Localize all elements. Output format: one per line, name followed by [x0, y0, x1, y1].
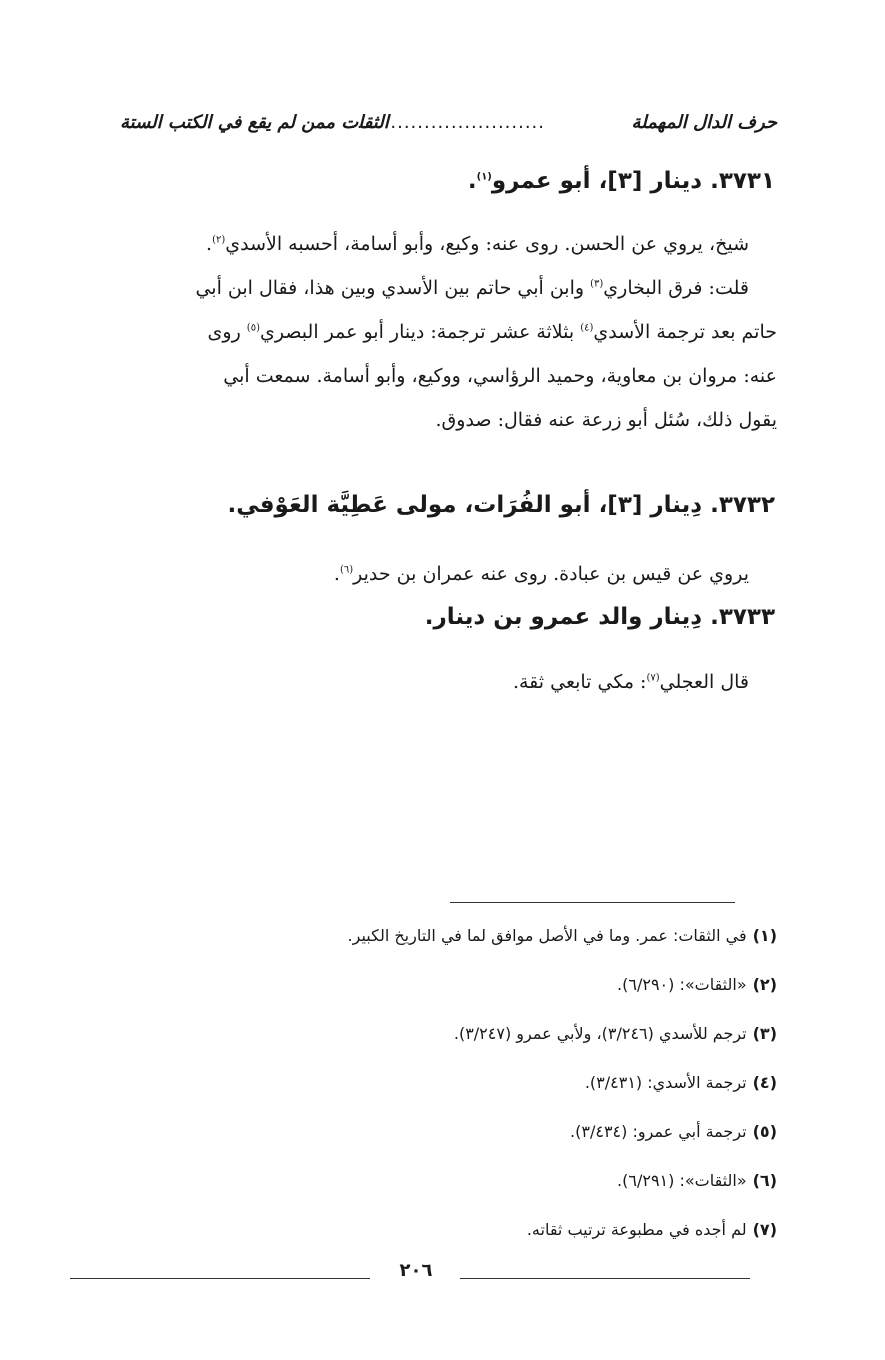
entry-heading-text: ٣٧٣١. دينار [٣]، أبو عمرو: [491, 168, 775, 194]
footnotes: [120, 918, 777, 1261]
body-line: [104, 398, 777, 442]
footnote-number: (٤): [752, 1073, 777, 1092]
entry-heading-end: .: [467, 168, 477, 194]
footnote-1: [120, 918, 777, 967]
line-text: يروي عن قيس بن عبادة. روى عنه عمران بن حدير: [353, 563, 749, 585]
entry-heading-end: .: [227, 492, 237, 518]
footer-rule: [460, 1278, 750, 1279]
header-leader-dots: ..............................: [343, 112, 545, 133]
footnote-5: [120, 1114, 777, 1163]
line-text: شيخ، يروي عن الحسن. روى عنه: وكيع، وأبو أسامة، أحسبه الأسدي: [225, 233, 749, 255]
running-header: [120, 112, 777, 146]
footnote-number: (٥): [752, 1122, 777, 1141]
body-line: [104, 310, 777, 354]
entry-heading-3732: [227, 492, 775, 518]
entry-heading-text: ٣٧٣٣. دِينار والد عمرو بن دينار: [433, 604, 775, 630]
entry-heading-text: ٣٧٣٢. دِينار [٣]، أبو الفُرَات، مولى عَطِيَّة العَوْفي: [236, 492, 775, 518]
footnote-number: (١): [752, 926, 777, 945]
footnote-number: (٧): [752, 1220, 777, 1239]
footnote-ref: (٤): [580, 322, 594, 334]
entry-body-3731: [104, 222, 777, 442]
footer-rule: [70, 1278, 370, 1279]
footnote-text: في الثقات: عمر. وما في الأصل موافق لما في التاريخ الكبير.: [347, 926, 747, 945]
page-number: ٢٠٦: [399, 1260, 433, 1281]
line-text-end: وابن أبي حاتم بين الأسدي وبين هذا، فقال ابن أبي: [195, 277, 591, 299]
footnote-number: (٢): [752, 975, 777, 994]
footnote-ref: (٧): [646, 672, 660, 684]
footnote-7: [120, 1212, 777, 1261]
entry-body-3732: [104, 552, 777, 596]
footnote-text: «الثقات»: (٦/٢٩١).: [617, 1171, 747, 1190]
page-footer: [70, 1258, 750, 1298]
line-text-end: : مكي تابعي ثقة.: [512, 671, 647, 693]
entry-heading-3733: [425, 604, 775, 630]
body-line: [104, 354, 777, 398]
line-text-end: روى: [207, 321, 247, 343]
footnote-number: (٣): [752, 1024, 777, 1043]
footnote-text: «الثقات»: (٦/٢٩٠).: [617, 975, 747, 994]
body-line: [104, 552, 777, 596]
header-book-title: الثقات ممن لم يقع في الكتب الستة: [120, 112, 389, 133]
footnote-ref: (٥): [246, 322, 260, 334]
footnote-3: [120, 1016, 777, 1065]
footnote-ref: (٢): [212, 234, 226, 246]
body-line: [104, 222, 777, 266]
footnote-ref: (١): [476, 171, 492, 183]
footnote-2: [120, 967, 777, 1016]
footnote-text: ترجمة الأسدي: (٣/٤٣١).: [584, 1073, 747, 1092]
body-line: [104, 266, 777, 310]
footnote-text: ترجم للأسدي (٣/٢٤٦)، ولأبي عمرو (٣/٢٤٧).: [453, 1024, 747, 1043]
footnote-number: (٦): [752, 1171, 777, 1190]
entry-heading-end: .: [424, 604, 434, 630]
line-text: يقول ذلك، سُئل أبو زرعة عنه فقال: صدوق.: [435, 409, 777, 431]
footnote-6: [120, 1163, 777, 1212]
line-text-mid: بثلاثة عشر ترجمة: دينار أبو عمر البصري: [259, 321, 581, 343]
footnote-text: ترجمة أبي عمرو: (٣/٤٣٤).: [570, 1122, 747, 1141]
line-text: قلت: فرق البخاري: [603, 277, 749, 299]
body-line: [104, 660, 777, 704]
footnote-ref: (٣): [590, 278, 604, 290]
footnote-separator: [450, 902, 735, 903]
line-text: عنه: مروان بن معاوية، وحميد الرؤاسي، ووكيع، وأبو أسامة. سمعت أبي: [223, 365, 777, 387]
line-text-end: .: [206, 233, 213, 255]
footnote-text: لم أجده في مطبوعة ترتيب ثقاته.: [526, 1220, 747, 1239]
footnote-ref: (٦): [339, 564, 354, 576]
entry-body-3733: [104, 660, 777, 704]
entry-heading-3731: [468, 168, 775, 194]
line-text: قال العجلي: [659, 671, 749, 693]
line-text-end: .: [333, 563, 340, 585]
line-text: حاتم بعد ترجمة الأسدي: [593, 321, 777, 343]
footnote-4: [120, 1065, 777, 1114]
header-section-title: حرف الدال المهملة: [631, 112, 777, 133]
